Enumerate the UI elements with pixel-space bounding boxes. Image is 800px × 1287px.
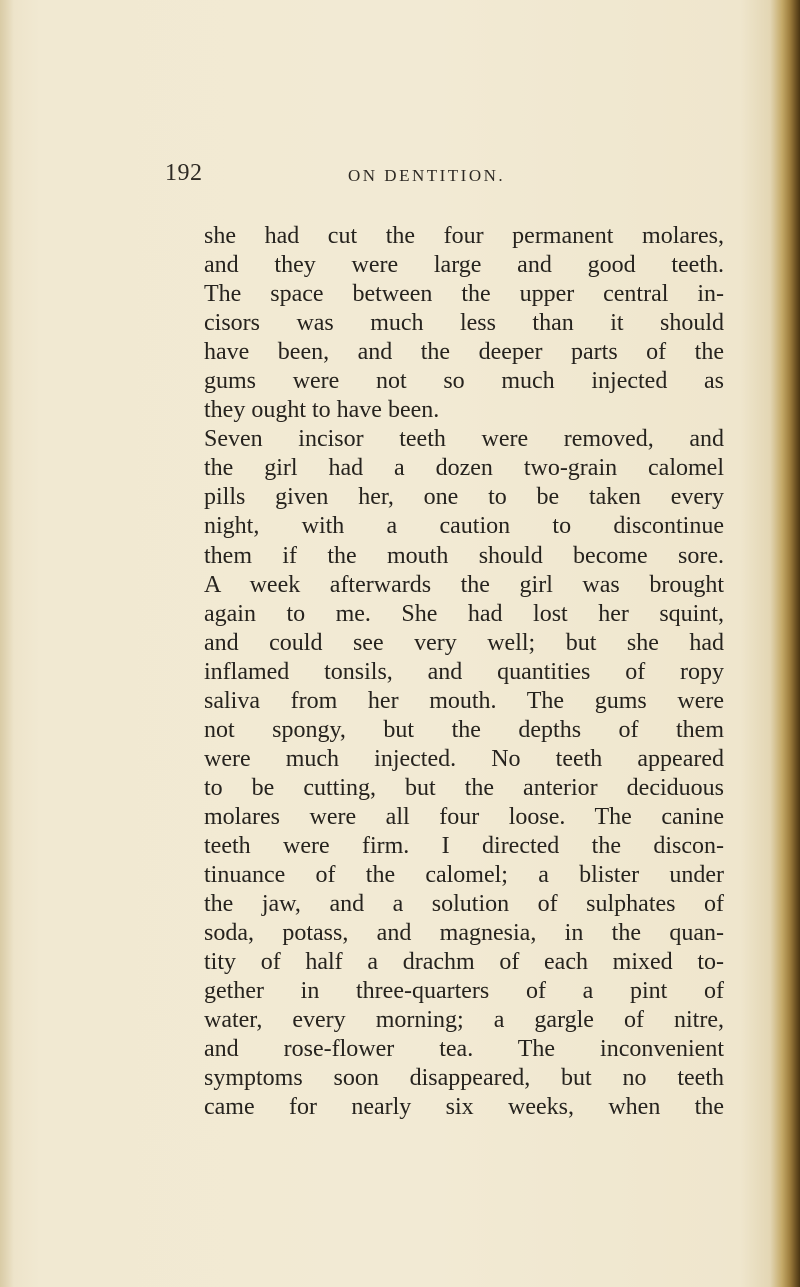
text-line: tity of half a drachm of each mixed to- bbox=[204, 949, 724, 976]
text-line: molares were all four loose. The canine bbox=[204, 803, 724, 830]
text-line: soda, potass, and magnesia, in the quan- bbox=[204, 920, 724, 947]
text-line: The space between the upper central in- bbox=[204, 281, 724, 308]
text-line: symptoms soon disappeared, but no teeth bbox=[204, 1065, 724, 1092]
text-line: the jaw, and a solution of sulphates of bbox=[204, 891, 724, 918]
text-line: the girl had a dozen two-grain calomel bbox=[204, 455, 724, 482]
text-line: tinuance of the calomel; a blister under bbox=[204, 862, 724, 889]
text-line: inflamed tonsils, and quantities of ropy bbox=[204, 658, 724, 685]
text-line: and rose-flower tea. The inconvenient bbox=[204, 1036, 724, 1063]
text-line: pills given her, one to be taken every bbox=[204, 484, 724, 511]
text-line: and could see very well; but she had bbox=[204, 629, 724, 656]
text-line: them if the mouth should become sore. bbox=[204, 542, 724, 569]
text-line: Seven incisor teeth were removed, and bbox=[204, 426, 724, 453]
text-line: to be cutting, but the anterior deciduous bbox=[204, 774, 724, 801]
text-line: came for nearly six weeks, when the bbox=[204, 1094, 724, 1121]
text-line: water, every morning; a gargle of nitre, bbox=[204, 1007, 724, 1034]
text-line: and they were large and good teeth. bbox=[204, 252, 724, 279]
text-line: were much injected. No teeth appeared bbox=[204, 745, 724, 772]
text-line: again to me. She had lost her squint, bbox=[204, 600, 724, 627]
text-line: A week afterwards the girl was brought bbox=[204, 571, 724, 598]
running-head-title: ON DENTITION. bbox=[348, 166, 506, 185]
text-line: gether in three-quarters of a pint of bbox=[204, 978, 724, 1005]
text-line: have been, and the deeper parts of the bbox=[204, 339, 724, 366]
running-head bbox=[165, 160, 725, 194]
body-text bbox=[204, 222, 724, 1122]
page-number: 192 bbox=[165, 160, 203, 186]
text-line: night, with a caution to discontinue bbox=[204, 513, 724, 540]
page-left-edge bbox=[0, 0, 14, 1287]
text-line: gums were not so much injected as bbox=[204, 368, 724, 395]
text-line: they ought to have been. bbox=[204, 397, 440, 424]
text-line: saliva from her mouth. The gums were bbox=[204, 687, 724, 714]
text-line: not spongy, but the depths of them bbox=[204, 716, 724, 743]
text-line: cisors was much less than it should bbox=[204, 310, 724, 337]
text-line: teeth were firm. I directed the discon- bbox=[204, 832, 724, 859]
text-line: she had cut the four permanent molares, bbox=[204, 223, 724, 249]
spine-shadow bbox=[770, 0, 800, 1287]
